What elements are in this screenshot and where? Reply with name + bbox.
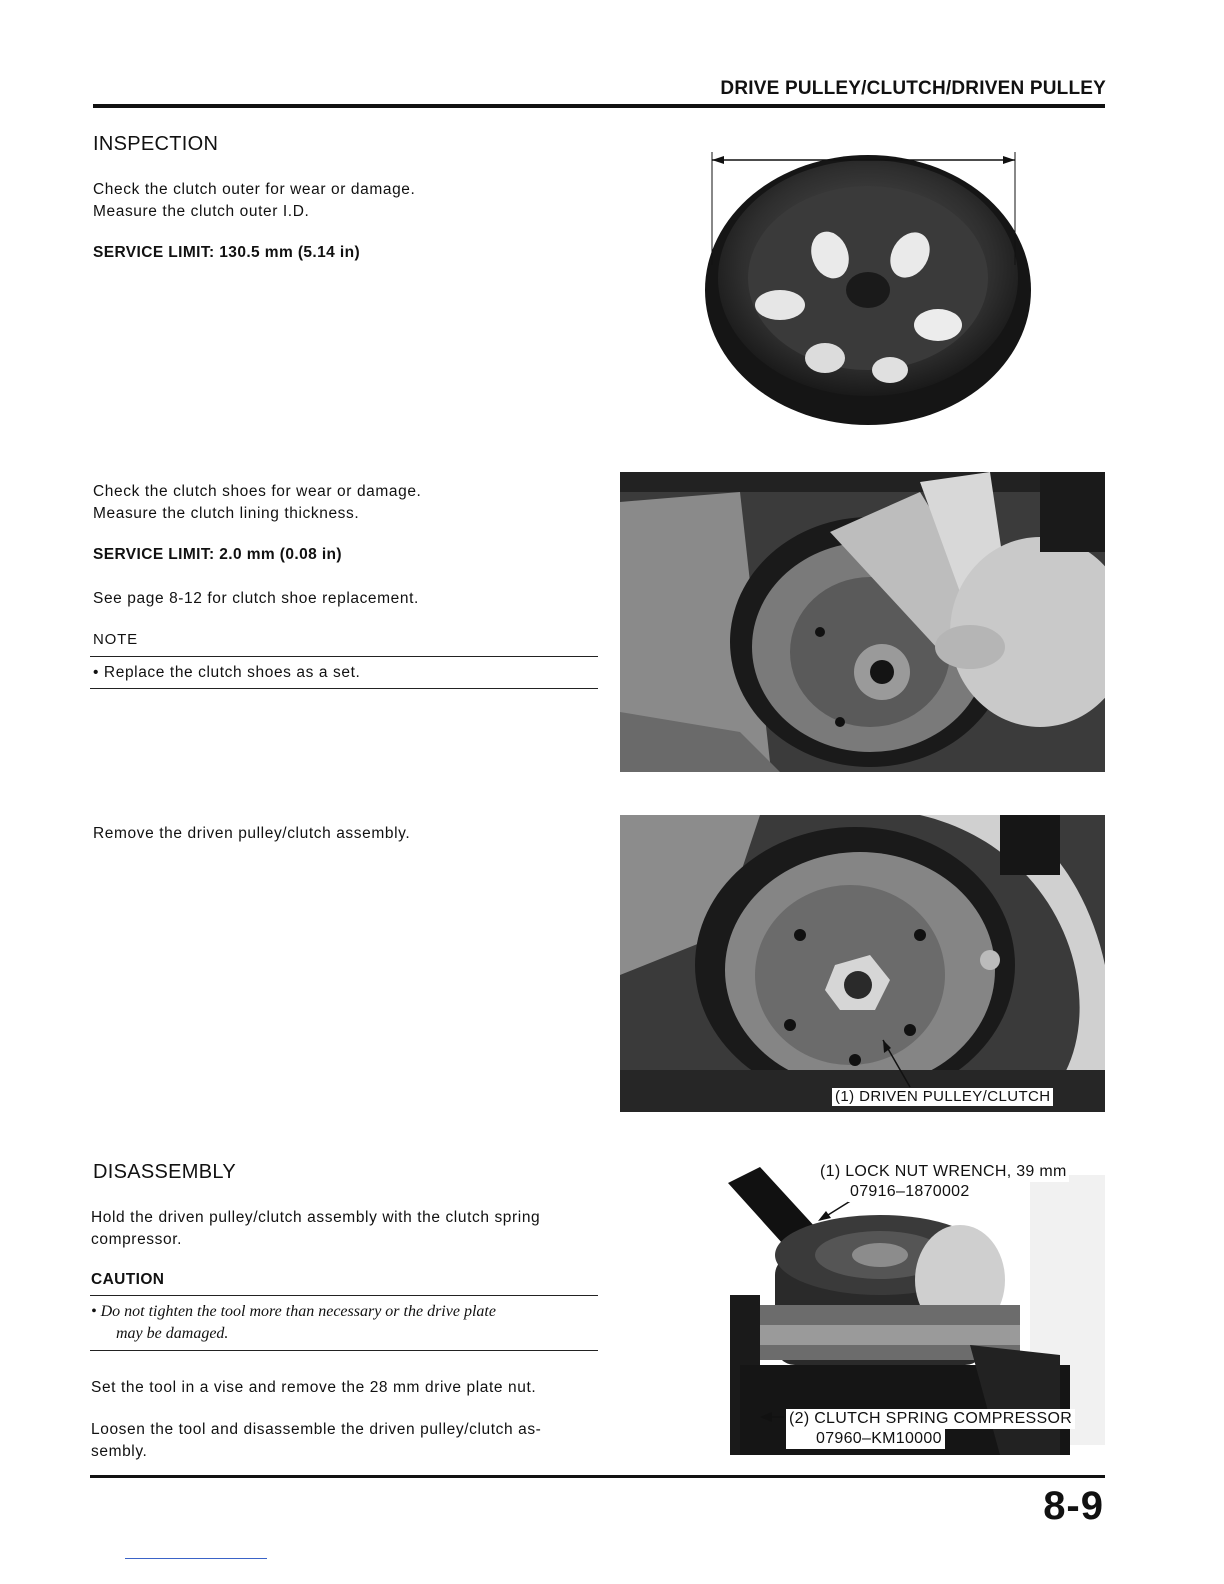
inspection-service-limit: SERVICE LIMIT: 130.5 mm (5.14 in) <box>93 244 361 261</box>
shoes-line-1: Check the clutch shoes for wear or damage. <box>93 483 422 500</box>
shoes-line-2: Measure the clutch lining thickness. <box>93 505 360 522</box>
shoes-see-page: See page 8-12 for clutch shoe replacement. <box>93 590 419 607</box>
clutch-outer-photo <box>690 140 1050 440</box>
footer-rule <box>90 1475 1105 1478</box>
disassembly-text-1b: compressor. <box>91 1231 183 1248</box>
driven-pulley-photo <box>620 815 1105 1112</box>
note-item: • Replace the clutch shoes as a set. <box>93 664 361 681</box>
caution-heading: CAUTION <box>91 1271 165 1288</box>
header-rule <box>93 104 1105 108</box>
caution-rule-top <box>90 1295 598 1296</box>
inspection-line-2: Measure the clutch outer I.D. <box>93 203 310 220</box>
inspection-heading: INSPECTION <box>93 133 219 155</box>
footer-link-underline[interactable] <box>125 1558 267 1559</box>
callout-lock-nut-wrench: (1) LOCK NUT WRENCH, 39 mm <box>820 1163 1067 1180</box>
callout-driven-pulley: (1) DRIVEN PULLEY/CLUTCH <box>832 1088 1053 1106</box>
note-heading: NOTE <box>93 631 138 648</box>
caution-line-2: may be damaged. <box>116 1325 229 1342</box>
disassembly-text-3b: sembly. <box>91 1443 148 1460</box>
page-number: 8-9 <box>1043 1484 1104 1528</box>
disassembly-text-2: Set the tool in a vise and remove the 28 mm drive plate nut. <box>91 1379 537 1396</box>
callout-clutch-spring-compressor-part: 07960–KM10000 <box>786 1429 945 1449</box>
disassembly-text-1a: Hold the driven pulley/clutch assembly with the clutch spring <box>91 1209 541 1226</box>
caution-line-1: • Do not tighten the tool more than necessary or the drive plate <box>91 1303 496 1320</box>
disassembly-heading: DISASSEMBLY <box>93 1161 236 1183</box>
note-rule-top <box>90 656 598 657</box>
note-rule-bottom <box>90 688 598 689</box>
shoes-service-limit: SERVICE LIMIT: 2.0 mm (0.08 in) <box>93 546 342 563</box>
callout-lock-nut-wrench-part: 07916–1870002 <box>850 1183 970 1200</box>
clutch-shoes-photo <box>620 472 1105 772</box>
page-header-title: DRIVE PULLEY/CLUTCH/DRIVEN PULLEY <box>720 78 1106 99</box>
callout-clutch-spring-compressor: (2) CLUTCH SPRING COMPRESSOR <box>786 1409 1075 1429</box>
caution-rule-bottom <box>90 1350 598 1351</box>
inspection-line-1: Check the clutch outer for wear or damage. <box>93 181 416 198</box>
disassembly-text-3a: Loosen the tool and disassemble the driven pulley/clutch as- <box>91 1421 542 1438</box>
remove-text: Remove the driven pulley/clutch assembly. <box>93 825 411 842</box>
